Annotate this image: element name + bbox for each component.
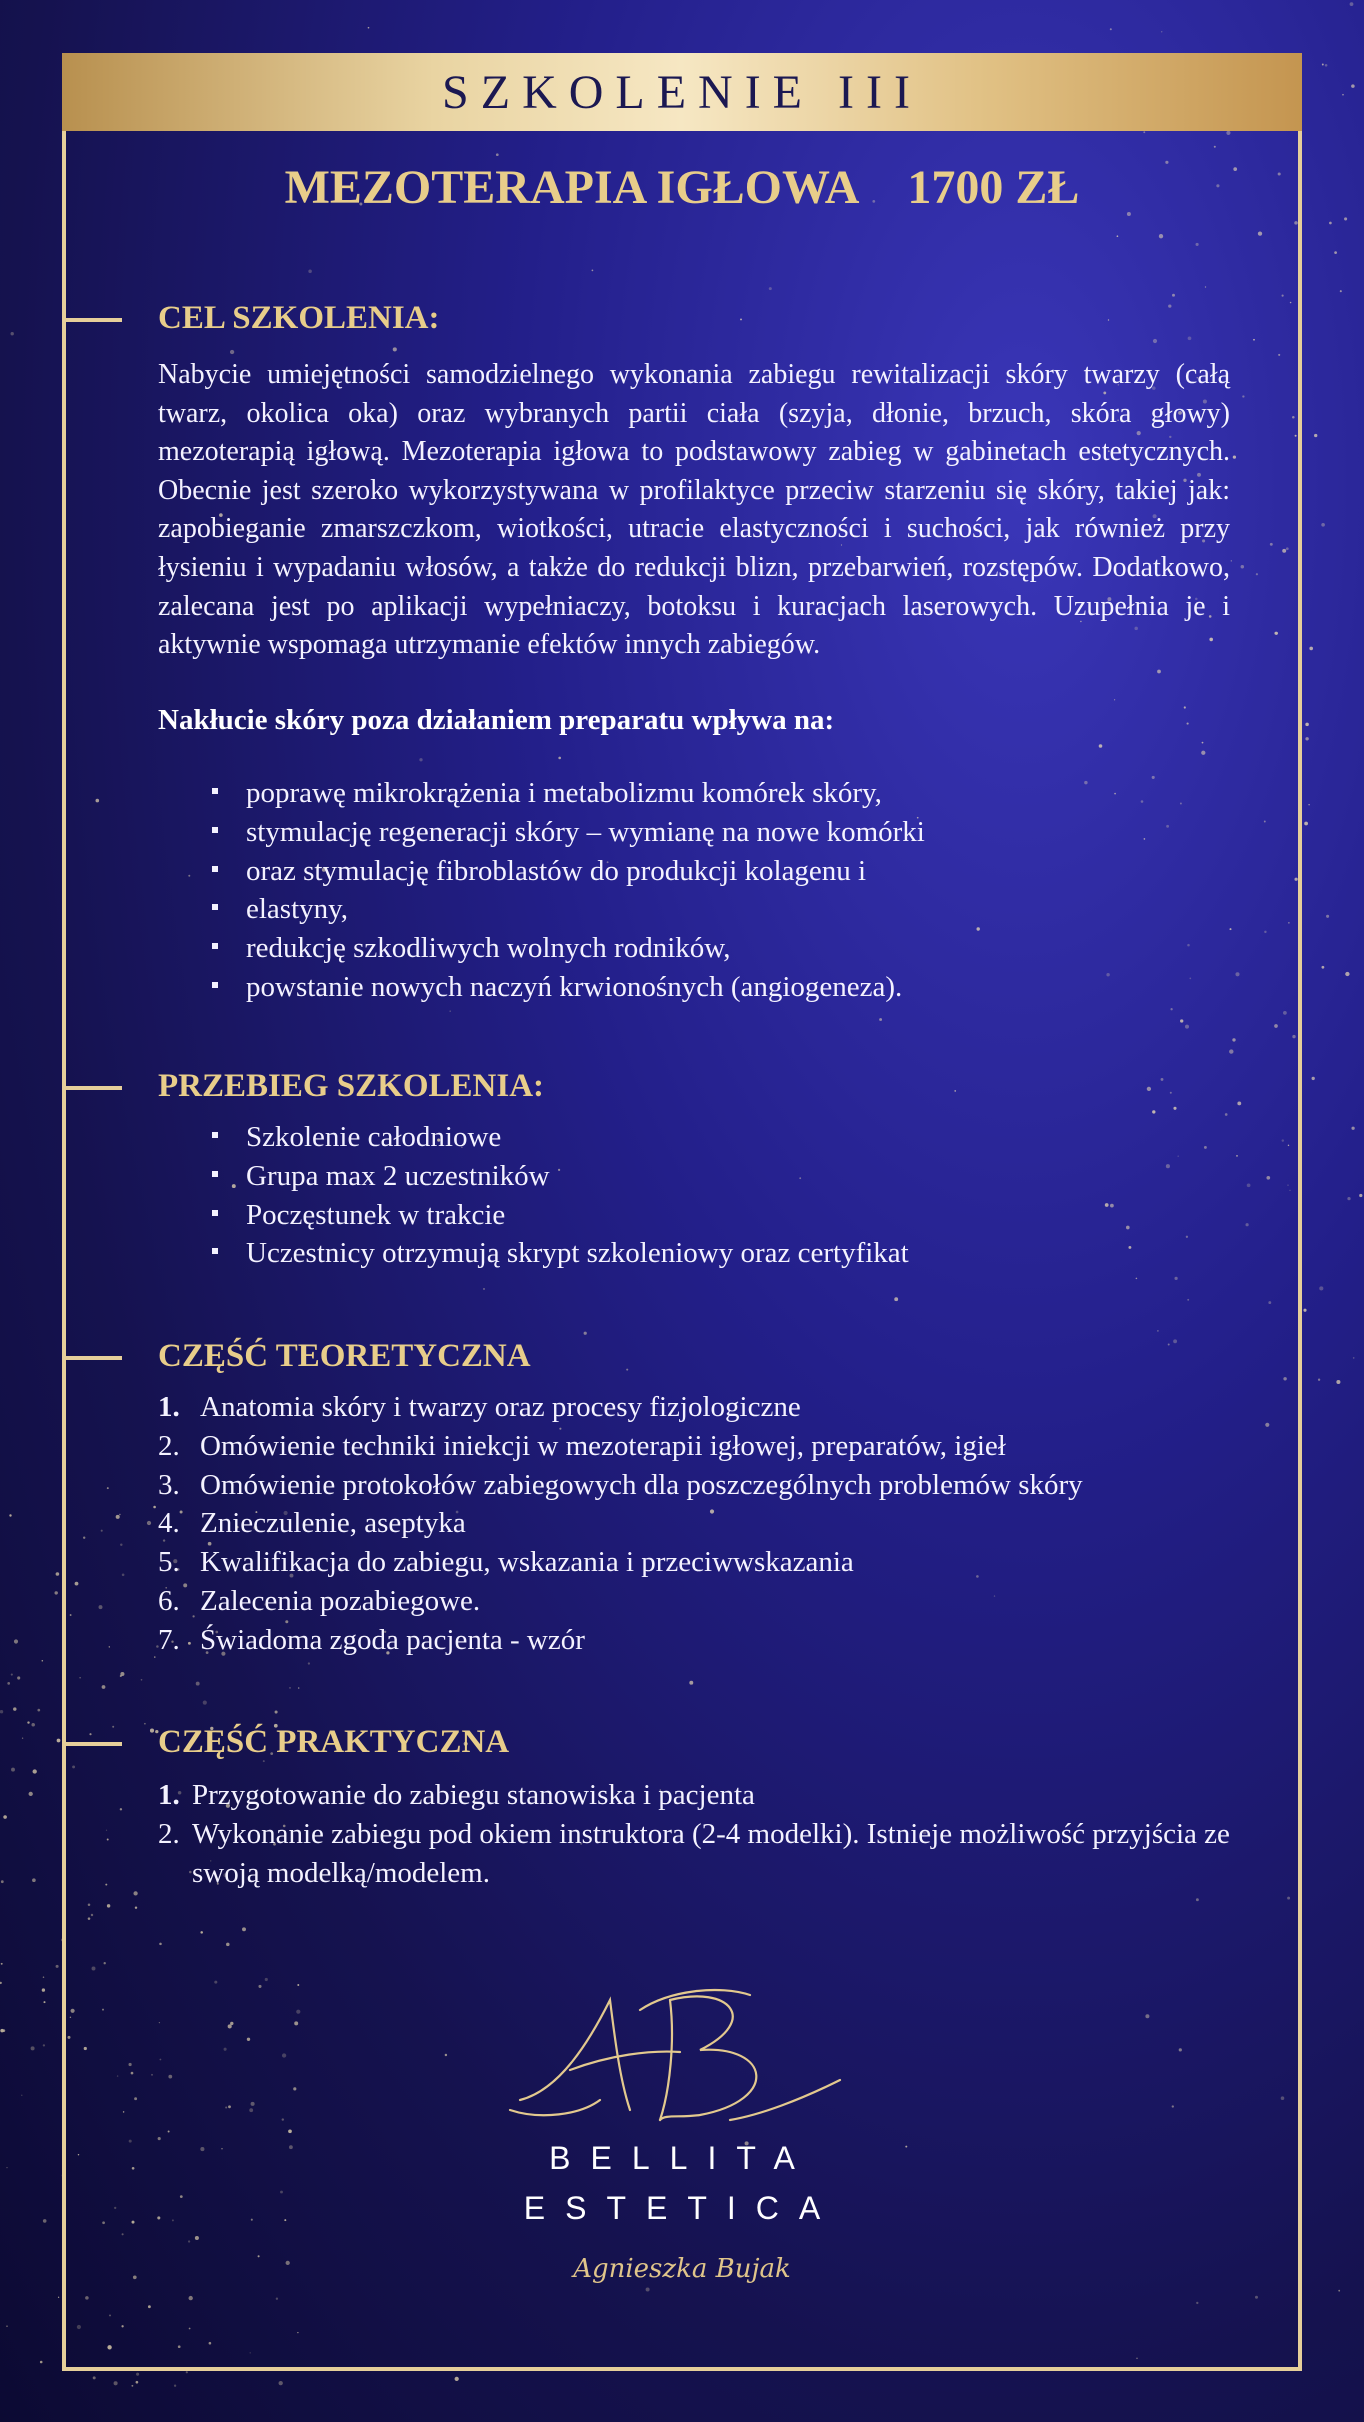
sparkle-dot [1347,1197,1350,1200]
sparkle-dot [11,332,14,335]
list-item: oraz stymulację fibroblastów do produkcji kolagenu i [210,852,925,891]
sparkle-dot [1359,1194,1362,1197]
sparkle-dot [1,1880,4,1883]
sparkle-dot [1312,1077,1315,1080]
sparkle-dot [21,2095,22,2096]
list-item: Uczestnicy otrzymują skrypt szkoleniowy oraz certyfikat [210,1234,909,1273]
sparkle-dot [42,1660,44,1662]
list-item: stymulację regeneracji skóry – wymianę na nowe komórki [210,813,925,852]
title-banner [62,53,1302,131]
list-item: Szkolenie całodniowe [210,1118,909,1157]
sparkle-dot [43,2044,45,2046]
sparkle-dot [31,2046,35,2050]
sparkle-dot [29,1792,33,1796]
sparkle-dot [1308,804,1309,805]
sparkle-dot [1329,222,1332,225]
theory-title: CZĘŚĆ TEORETYCZNA [158,1338,531,1374]
goal-title: CEL SZKOLENIA: [158,300,440,336]
sparkle-dot [1338,2290,1340,2292]
sparkle-dot [37,1709,40,1712]
sparkle-dot [1110,28,1112,30]
sparkle-dot [1321,523,1325,527]
sparkle-dot [11,1674,13,1676]
goal-paragraph: Nabycie umiejętności samodzielnego wykonania zabiegu rewitalizacji skóry twarzy (całą twarz, okolica oka) oraz wybranych partii ciała (szyja, dłonie, brzuch, skóra głowy) mezoterapią igłową. Mezoterapia igłowa to podstawowy zabieg w gabinetach estetycznych. Obecnie jest szeroko wykorzystywana w profilaktyce przeciw starzeniu się skóry, takiej jak: zapobieganie zmarszczkom, wiotkości, utracie elastyczności i suchości, jak również przy łysieniu i wypadaniu włosów, a także do redukcji blizn, przebarwień, rozstępów. Dodatkowo, zalecana jest po aplikacji wypełniaczy, botoksu i kuracjach laserowych. Uzupełnia je i aktywnie wspomaga utrzymanie efektów innych zabiegów. [158,359,1230,661]
sparkle-dot [136,2381,139,2384]
list-item: 2. Wykonanie zabiegu pod okiem instruktora (2-4 modelki). Istnieje możliwość przyjścia ze swoją modelką/modelem. [158,1817,1230,1889]
sparkle-dot [1319,1286,1323,1290]
sparkle-dot [0,1982,2,1984]
list-item: redukcję szkodliwych wolnych rodników, [210,929,925,968]
sparkle-dot [368,27,370,29]
sparkle-dot [1344,217,1347,220]
sparkle-dot [455,2377,459,2381]
sparkle-dot [1353,1357,1355,1359]
sparkle-dot [131,2385,133,2387]
list-item: powstanie nowych naczyń krwionośnych (angiogeneza). [210,968,925,1007]
sparkle-dot [136,2373,139,2376]
sparkle-dot [6,2167,7,2168]
sparkle-dot [1336,1380,1340,1384]
list-item: 2. Omówienie techniki iniekcji w mezoterapii igłowej, preparatów, igieł [158,1429,1006,1462]
sparkle-dot [174,2385,176,2387]
section-bar-flow [62,1086,122,1090]
sparkle-dot [6,2326,7,2327]
sparkle-dot [57,1739,61,1743]
sparkle-dot [1350,2,1354,6]
list-item: Grupa max 2 uczestników [210,1157,909,1196]
sparkle-dot [27,1721,29,1723]
sparkle-dot [1,1963,3,1965]
sparkle-dot [1318,1379,1320,1381]
course-header [62,160,1302,215]
list-item: 1. Anatomia skóry i twarzy oraz procesy fizjologiczne [158,1391,801,1423]
sparkle-dot [32,1878,36,1882]
sparkle-dot [1351,84,1355,88]
sparkle-dot [31,1723,35,1727]
practice-title: CZĘŚĆ PRAKTYCZNA [158,1724,510,1760]
flow-title: PRZEBIEG SZKOLENIA: [158,1068,545,1104]
list-item: 7. Świadoma zgoda pacjenta - wzór [158,1623,585,1656]
sparkle-dot [114,2381,118,2385]
signature: Agnieszka Bujak [573,2254,791,2284]
sparkle-dot [1345,972,1349,976]
sparkle-dot [0,1710,3,1713]
sparkle-dot [1161,31,1162,32]
sparkle-dot [1334,251,1337,254]
sparkle-dot [1340,290,1342,292]
list-item: 6. Zalecenia pozabiegowe. [158,1584,481,1617]
sparkle-dot [186,2371,188,2373]
list-item: 4. Znieczulenie, aseptyka [158,1507,466,1540]
brand-line2: ESTETICA [523,2190,841,2226]
goal-bold-line: Nakłucie skóry poza działaniem preparatu wpływa na: [158,704,835,736]
sparkle-dot [1351,1127,1354,1130]
section-bar-theory [62,1356,122,1360]
sparkle-dot [11,1768,15,1772]
monogram-text: AB [668,2117,692,2134]
sparkle-dot [1322,64,1324,66]
sparkle-dot [2,2029,5,2032]
sparkle-dot [40,2361,43,2364]
sparkle-dot [1305,737,1308,740]
goal-bullet-list [210,774,925,1007]
sparkle-dot [1325,64,1328,67]
sparkle-dot [56,1965,59,1968]
practice-list [158,1776,1238,1892]
sparkle-dot [14,1639,18,1643]
sparkle-dot [1304,822,1308,826]
sparkle-dot [43,2219,47,2223]
monogram-logo [500,1980,860,2140]
theory-list [158,1388,1083,1660]
sparkle-dot [1305,723,1309,727]
sparkle-dot [43,1976,45,1978]
sparkle-dot [9,1514,11,1516]
sparkle-dot [93,2376,96,2379]
sparkle-dot [43,2001,45,2003]
flow-bullet-list [210,1118,909,1273]
sparkle-dot [279,2381,283,2385]
sparkle-dot [22,1738,23,1739]
sparkle-dot [42,1988,45,1991]
sparkle-dot [1314,434,1317,437]
sparkle-dot [1303,1309,1306,1312]
course-name: MEZOTERAPIA IGŁOWA [284,161,860,214]
section-bar-practice [62,1742,122,1746]
list-item: 5. Kwalifikacja do zabiegu, wskazania i przeciwwskazania [158,1546,854,1579]
sparkle-dot [56,1572,60,1576]
list-item: poprawę mikrokrążenia i metabolizmu komórek skóry, [210,774,925,813]
course-price: 1700 ZŁ [907,161,1080,214]
list-item: elastyny, [210,890,925,929]
section-bar-goal [62,318,122,322]
brand-line1: BELLITA [549,2140,815,2176]
sparkle-dot [54,1591,57,1594]
sparkle-dot [3,1815,7,1819]
sparkle-dot [13,1707,16,1710]
sparkle-dot [1326,915,1329,918]
sparkle-dot [1309,647,1313,651]
sparkle-dot [1322,966,1325,969]
sparkle-dot [7,1682,10,1685]
list-item: Poczęstunek w trakcie [210,1196,909,1235]
list-item: 3. Omówienie protokołów zabiegowych dla poszczególnych problemów skóry [158,1468,1083,1501]
sparkle-dot [33,1769,37,1773]
sparkle-dot [58,2297,59,2298]
list-item: 1. Przygotowanie do zabiegu stanowiska i pacjenta [158,1779,755,1811]
banner-title: SZKOLENIE III [442,65,922,119]
sparkle-dot [1342,94,1344,96]
sparkle-dot [17,1676,20,1679]
